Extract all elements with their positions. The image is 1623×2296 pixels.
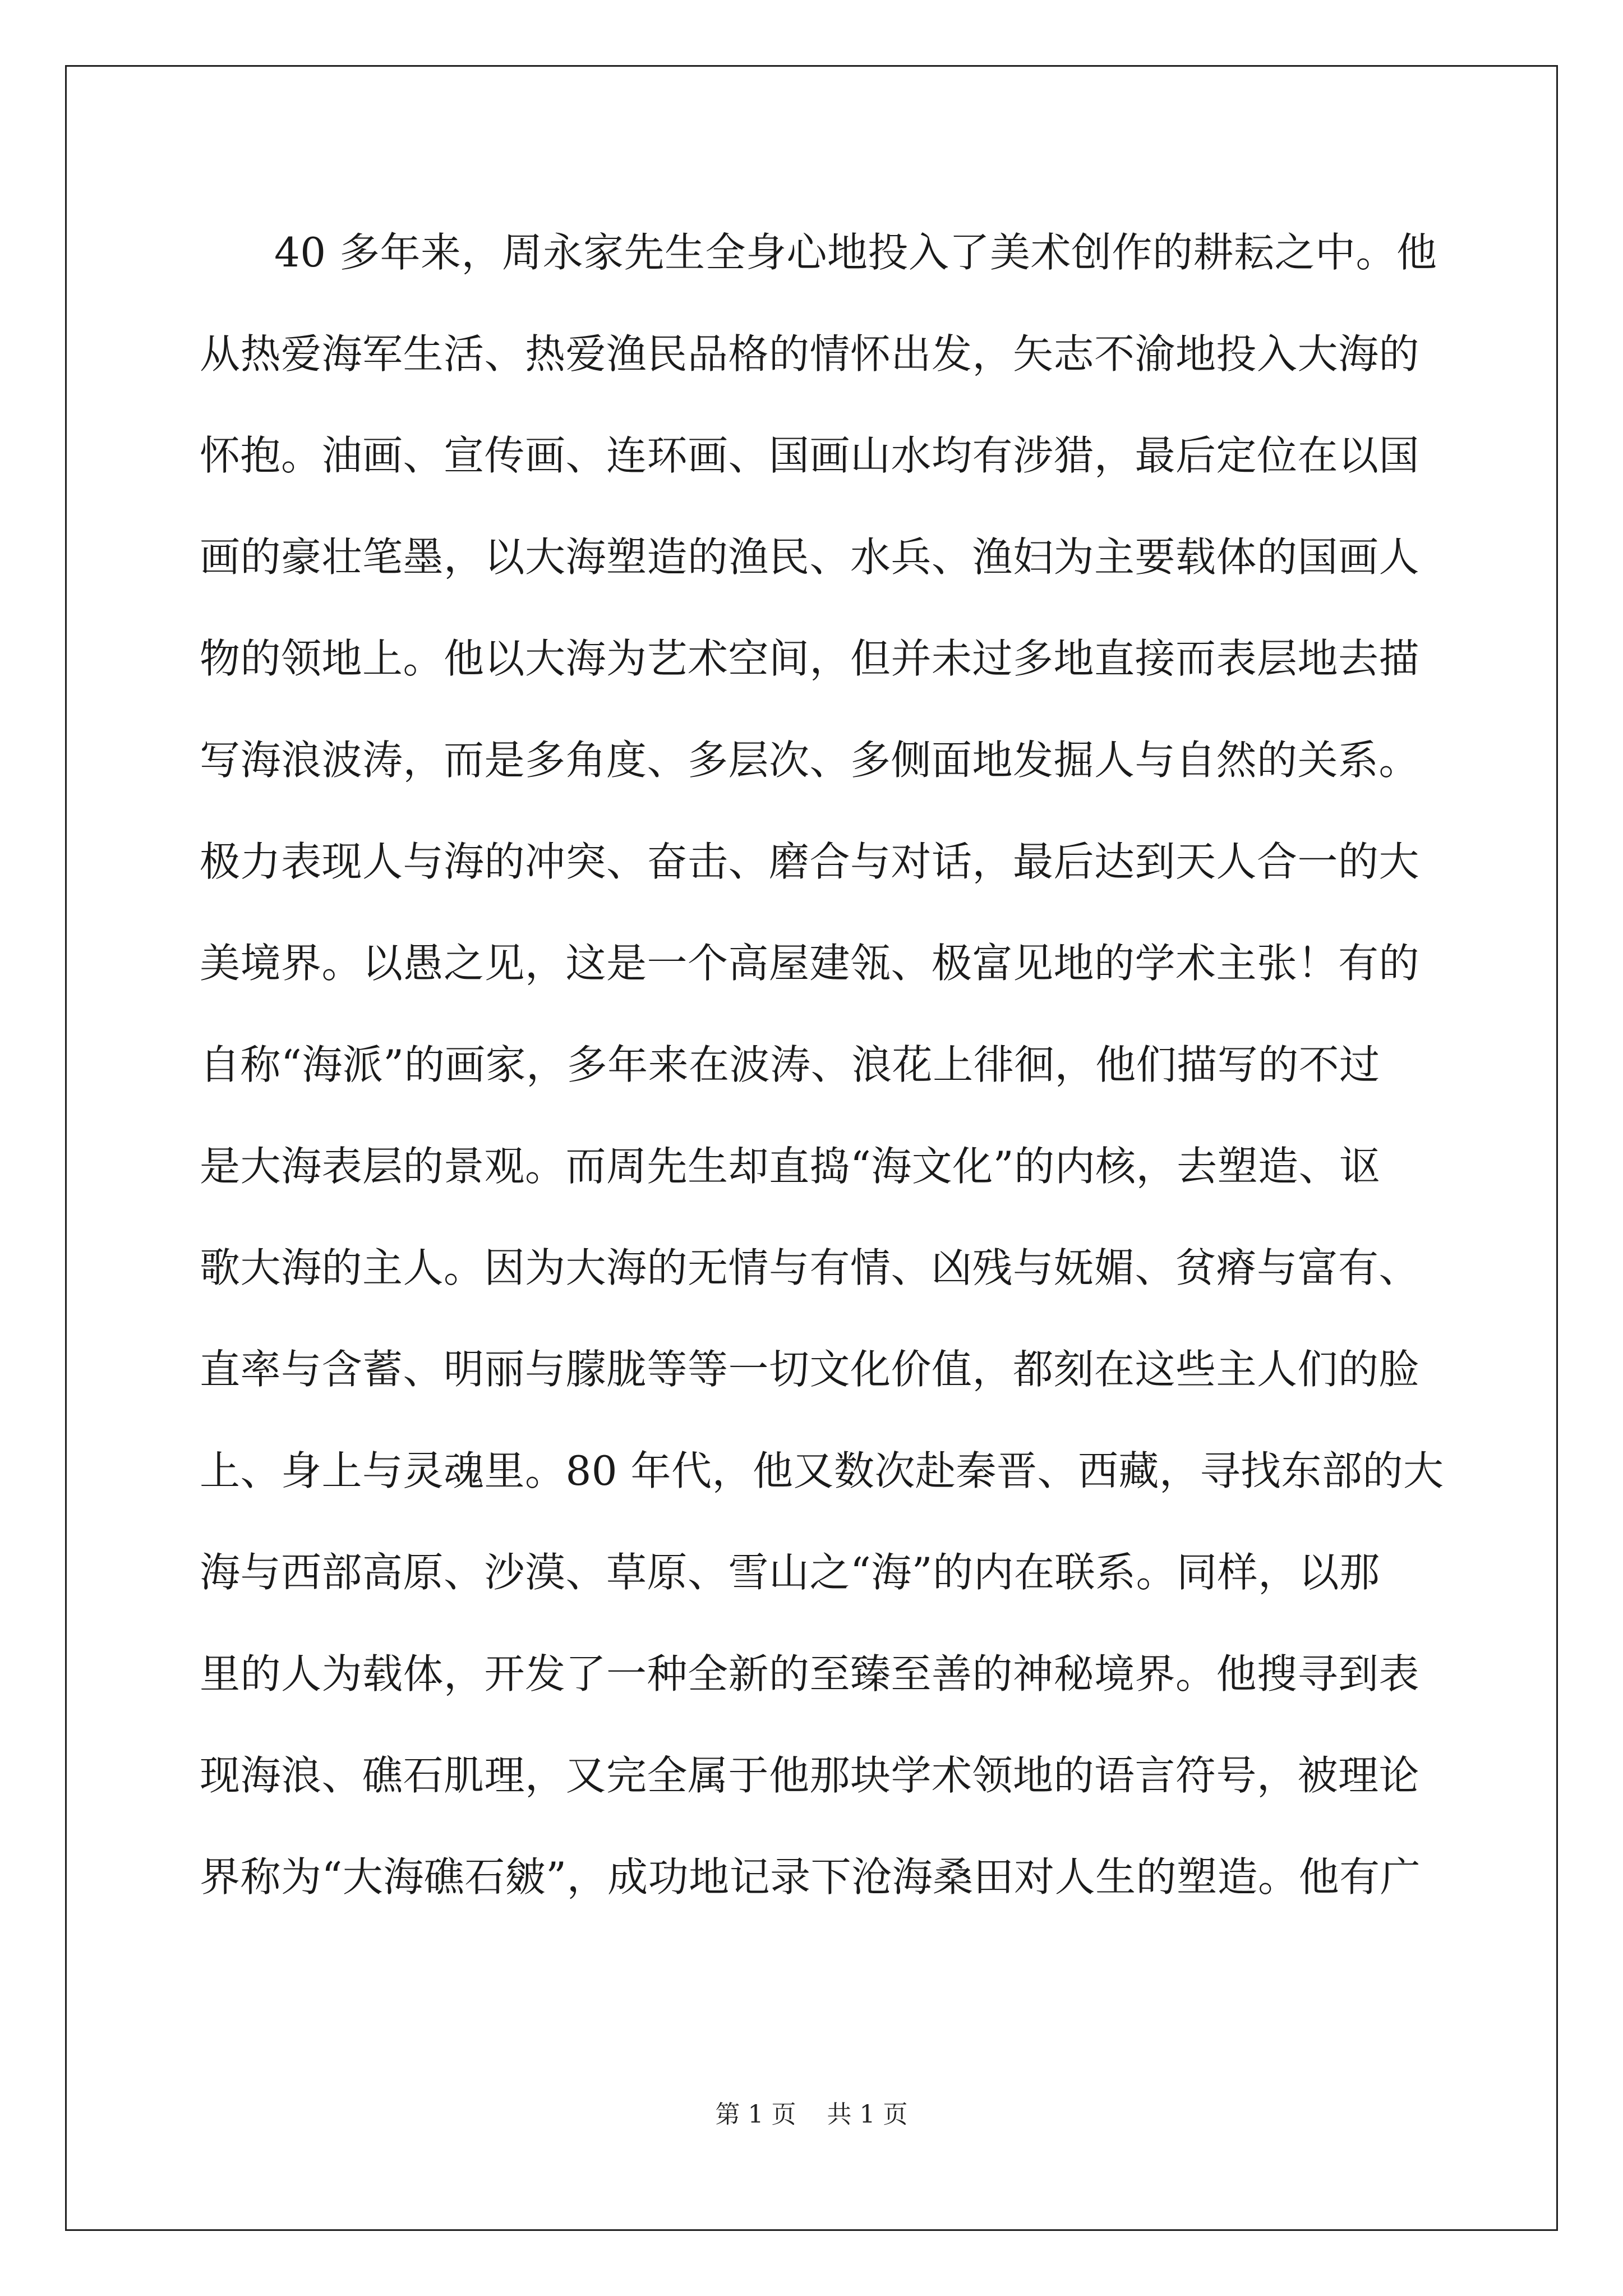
paragraph-line: 极力表现人与海的冲突、奋击、磨合与对话，最后达到天人合一的大 bbox=[200, 838, 1420, 885]
paragraph-line: 美境界。以愚之见，这是一个高屋建瓴、极富见地的学术主张！有的 bbox=[200, 940, 1420, 987]
paragraph-line: 从热爱海军生活、热爱渔民品格的情怀出发，矢志不渝地投入大海的 bbox=[200, 330, 1420, 378]
paragraph-line: 里的人为载体，开发了一种全新的至臻至善的神秘境界。他搜寻到表 bbox=[200, 1650, 1420, 1697]
paragraph-line: 歌大海的主人。因为大海的无情与有情、凶残与妩媚、贫瘠与富有、 bbox=[200, 1244, 1420, 1291]
paragraph-line: 海与西部高原、沙漠、草原、雪山之“海”的内在联系。同样，以那 bbox=[200, 1549, 1380, 1596]
paragraph-line: 怀抱。油画、宣传画、连环画、国画山水均有涉猎，最后定位在以国 bbox=[200, 432, 1420, 479]
page-number: 第 1 页 bbox=[715, 2100, 796, 2129]
paragraph-line: 现海浪、礁石肌理，又完全属于他那块学术领地的语言符号，被理论 bbox=[200, 1752, 1420, 1799]
paragraph-line: 上、身上与灵魂里。80 年代，他又数次赴秦晋、西藏，寻找东部的大 bbox=[200, 1447, 1444, 1494]
paragraph-line: 界称为“大海礁石皴”，成功地记录下沧海桑田对人生的塑造。他有广 bbox=[200, 1853, 1421, 1901]
page-total: 共 1 页 bbox=[827, 2100, 908, 2129]
document-body bbox=[200, 202, 1444, 1928]
paragraph-line: 写海浪波涛，而是多角度、多层次、多侧面地发掘人与自然的关系。 bbox=[200, 737, 1420, 784]
paragraph-line: 40 多年来，周永家先生全身心地投入了美术创作的耕耘之中。他 bbox=[274, 229, 1437, 276]
page-footer bbox=[0, 2098, 1623, 2132]
paragraph-line: 画的豪壮笔墨，以大海塑造的渔民、水兵、渔妇为主要载体的国画人 bbox=[200, 533, 1420, 581]
paragraph-line: 直率与含蓄、明丽与朦胧等等一切文化价值，都刻在这些主人们的脸 bbox=[200, 1346, 1420, 1393]
paragraph-line: 物的领地上。他以大海为艺术空间，但并未过多地直接而表层地去描 bbox=[200, 635, 1420, 682]
paragraph-line: 自称“海派”的画家，多年来在波涛、浪花上徘徊，他们描写的不过 bbox=[200, 1041, 1380, 1088]
paragraph-line: 是大海表层的景观。而周先生却直捣“海文化”的内核，去塑造、讴 bbox=[200, 1143, 1380, 1190]
